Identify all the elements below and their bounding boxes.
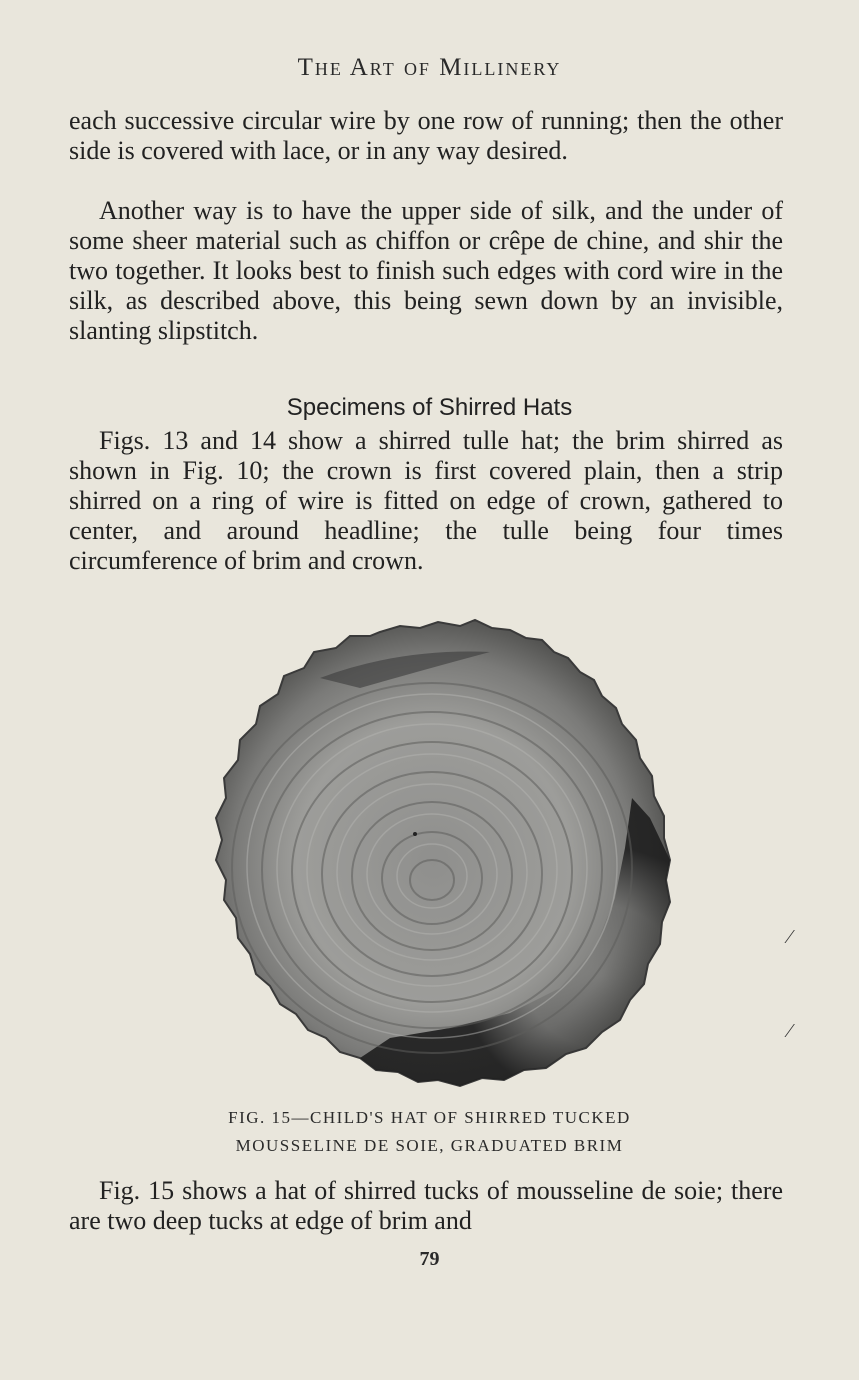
- paragraph-text: Another way is to have the upper side of silk, and the under of some sheer material such as chiffon or crêpe de chine, and shir the two together. It looks best to finish such edges with cord wire in the silk, as described above, this being sewn down by an invisible, slanting slipstitch.: [69, 196, 783, 345]
- section-heading: Specimens of Shirred Hats: [286, 394, 573, 421]
- hat-photo-svg: [170, 618, 690, 1088]
- paragraph-text: Figs. 13 and 14 show a shirred tulle hat; the brim shirred as shown in Fig. 10; the crown is first covered plain, then a strip shirred on a ring of wire is fitted on edge of crown, gathered to center, and around headline; the tulle being four times circumference of brim and crown.: [69, 426, 783, 575]
- running-head: The Art of Millinery: [297, 54, 562, 81]
- figure-caption: [0, 1104, 859, 1160]
- hat-illustration: [170, 618, 690, 1088]
- paragraph-another-way: [69, 196, 783, 346]
- page-number: 79: [419, 1248, 440, 1270]
- caption-line-1: FIG. 15—CHILD'S HAT OF SHIRRED TUCKED: [228, 1108, 631, 1127]
- paragraph-continued: [69, 106, 783, 166]
- margin-mark: ⁄: [788, 926, 792, 948]
- paragraph-text: Fig. 15 shows a hat of shirred tucks of mousseline de soie; there are two deep tucks at edge of brim and: [69, 1176, 783, 1235]
- paragraph-fig-15: [69, 1176, 783, 1236]
- paragraph-figs-13-14: [69, 426, 783, 576]
- caption-line-2: MOUSSELINE DE SOIE, GRADUATED BRIM: [235, 1136, 624, 1155]
- margin-mark: ⁄: [788, 1020, 792, 1042]
- paragraph-text: each successive circular wire by one row of running; then the other side is covered with lace, or in any way desired.: [69, 106, 783, 165]
